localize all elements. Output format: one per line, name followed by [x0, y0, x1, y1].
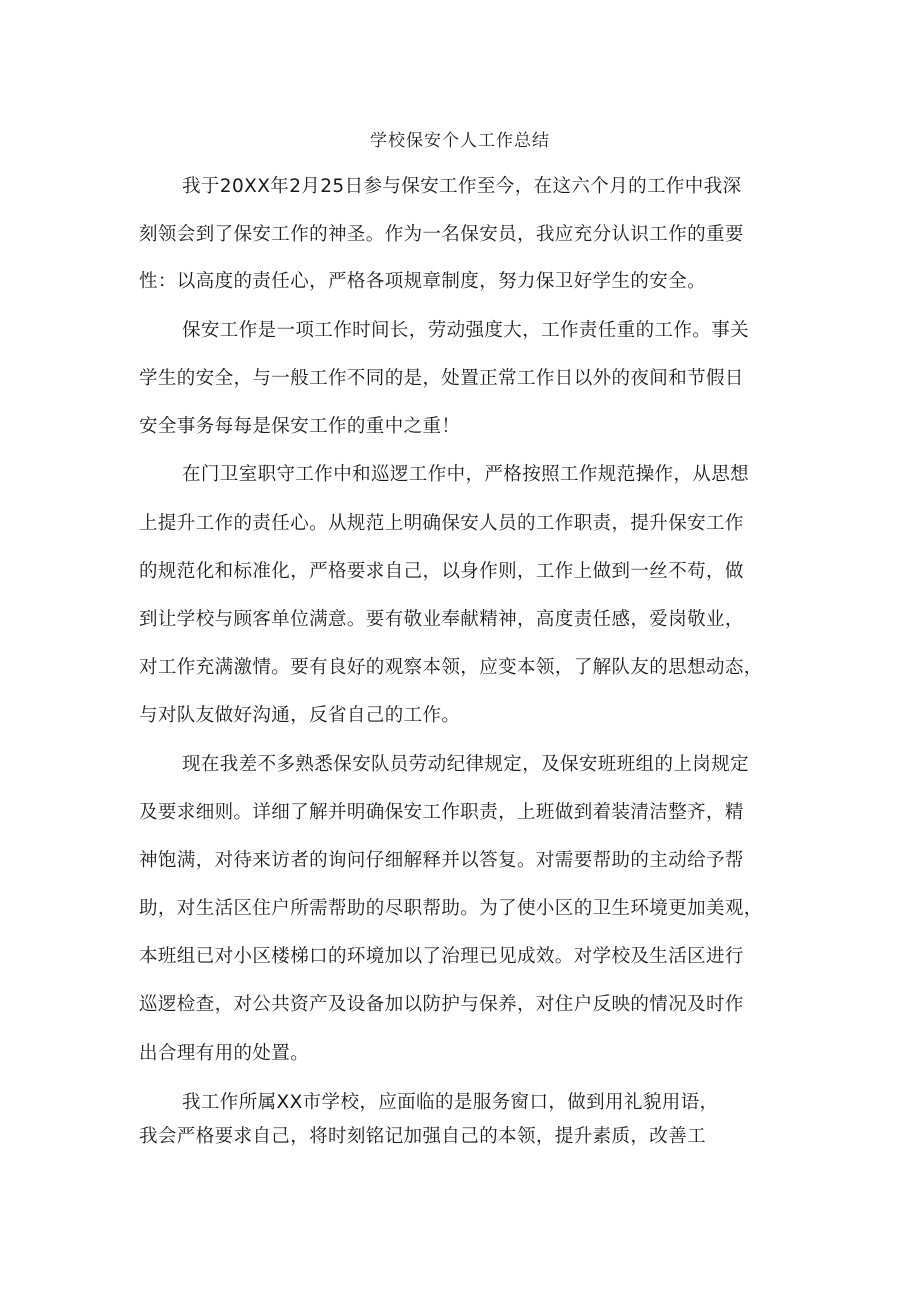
- paragraph-2-line-2: 学生的安全，与一般工作不同的是，处置正常工作日以外的夜间和节假日: [139, 368, 744, 389]
- paragraph-1-line-1: 我于20XX年2月25日参与保安工作至今，在这六个月的工作中我深: [182, 176, 742, 197]
- paragraph-4-line-4: 助，对生活区住户所需帮助的尽职帮助。为了使小区的卫生环境更加美观，: [139, 898, 763, 919]
- paragraph-4-line-7: 出合理有用的处置。: [139, 1043, 310, 1064]
- paragraph-1-line-2: 刻领会到了保安工作的神圣。作为一名保安员，我应充分认识工作的重要: [139, 224, 744, 245]
- paragraph-5-line-2: 我会严格要求自己，将时刻铭记加强自己的本领，提升素质，改善工: [139, 1126, 707, 1147]
- paragraph-3-line-1: 在门卫室职守工作中和巡逻工作中，严格按照工作规范操作，从思想: [182, 464, 750, 485]
- paragraph-3-line-6: 与对队友做好沟通，反省自己的工作。: [139, 705, 461, 726]
- paragraph-3-line-2: 上提升工作的责任心。从规范上明确保安人员的工作职责，提升保安工作: [139, 513, 744, 534]
- paragraph-3-line-3: 的规范化和标准化，严格要求自己，以身作则，工作上做到一丝不苟，做: [139, 561, 744, 582]
- paragraph-3-line-5: 对工作充满激情。要有良好的观察本领，应变本领，了解队友的思想动态，: [139, 657, 763, 678]
- paragraph-4-line-3: 神饱满，对待来访者的询问仔细解释并以答复。对需要帮助的主动给予帮: [139, 850, 744, 871]
- paragraph-2-line-1: 保安工作是一项工作时间长，劳动强度大，工作责任重的工作。事关: [182, 320, 750, 341]
- paragraph-4-line-1: 现在我差不多熟悉保安队员劳动纪律规定，及保安班班组的上岗规定: [182, 754, 750, 775]
- paragraph-4-line-6: 巡逻检查，对公共资产及设备加以防护与保养，对住户反映的情况及时作: [139, 994, 744, 1015]
- paragraph-4-line-5: 本班组已对小区楼梯口的环境加以了治理已见成效。对学校及生活区进行: [139, 946, 744, 967]
- paragraph-1-line-3: 性：以高度的责任心，严格各项规章制度，努力保卫好学生的安全。: [139, 271, 707, 292]
- paragraph-4-line-2: 及要求细则。详细了解并明确保安工作职责，上班做到着装清洁整齐，精: [139, 802, 744, 823]
- document-title: 学校保安个人工作总结: [370, 131, 550, 151]
- paragraph-2-line-3: 安全事务每每是保安工作的重中之重！: [139, 416, 461, 437]
- paragraph-3-line-4: 到让学校与顾客单位满意。要有敬业奉献精神，高度责任感，爱岗敬业，: [139, 609, 744, 630]
- paragraph-5-line-1: 我工作所属XX市学校，应面临的是服务窗口，做到用礼貌用语，: [182, 1092, 719, 1113]
